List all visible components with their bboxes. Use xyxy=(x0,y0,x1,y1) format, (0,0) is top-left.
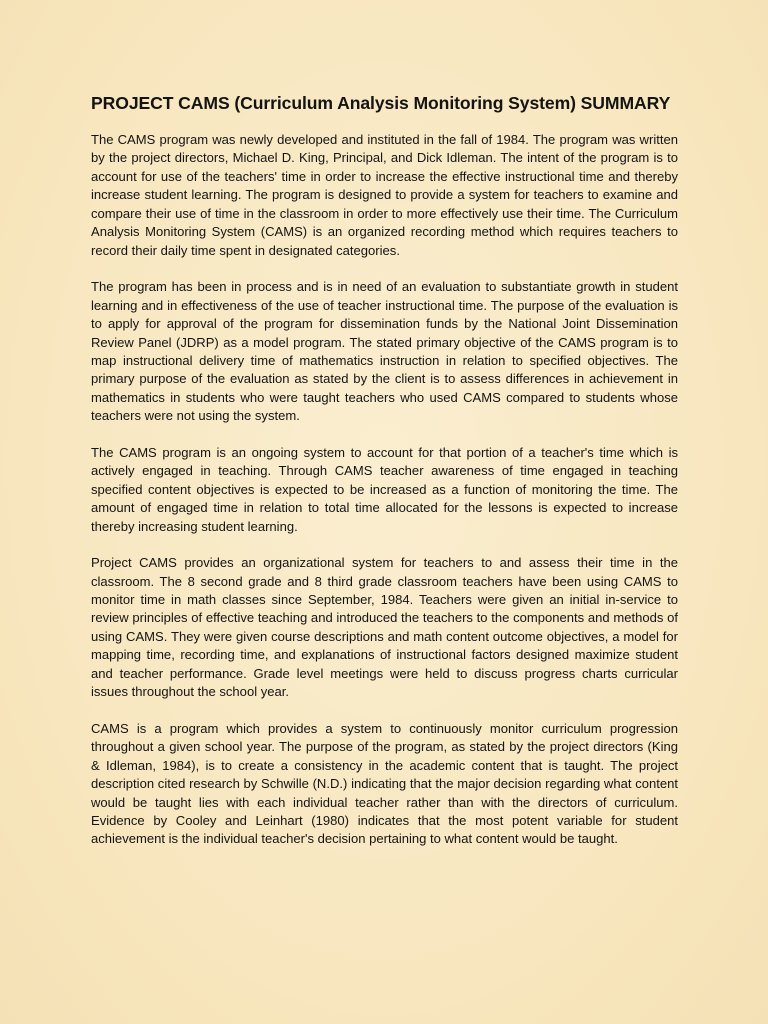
paragraph-curriculum-monitoring: CAMS is a program which provides a system to continuously monitor curriculum progression throughout a given school year. The purpose of the program, as stated by the project directors (King & Idleman, 1984), is to create a consistency in the academic content that is taught. The project description cited research by Schwille (N.D.) indicating that the major decision regarding what content would be taught lies with each individual teacher rather than with the directors of curriculum. Evidence by Cooley and Leinhart (1980) indicates that the most potent variable for student achievement is the individual teacher's decision pertaining to what content would be taught. xyxy=(91,720,678,847)
document-title: PROJECT CAMS (Curriculum Analysis Monitoring System) SUMMARY xyxy=(91,93,671,113)
paragraph-organizational-system: Project CAMS provides an organizational system for teachers to and assess their time in the classroom. The 8 second grade and 8 third grade classroom teachers have been using CAMS to monitor time in math classes since September, 1984. Teachers were given an initial in-service to review principles of effective teaching and introduced the teachers to the components and methods of using CAMS. They were given course descriptions and math content outcome objectives, a model for mapping time, recording time, and explanations of instructional factors designed maximize student and teacher performance. Grade level meetings were held to discuss progress charts curricular issues throughout the school year. xyxy=(91,555,678,700)
paragraph-engaged-time: The CAMS program is an ongoing system to account for that portion of a teacher's time which is actively engaged in teaching. Through CAMS teacher awareness of time engaged in teaching specified content objectives is expected to be increased as a function of monitoring the time. The amount of engaged time in relation to total time allocated for the lessons is expected to increase thereby increasing student learning. xyxy=(91,444,678,534)
paragraph-program-overview: The CAMS program was newly developed and instituted in the fall of 1984. The program was written by the project directors, Michael D. King, Principal, and Dick Idleman. The intent of the program is to account for use of the teachers' time in order to increase the effective instructional time and thereby increase student learning. The program is designed to provide a system for teachers to examine and compare their use of time in the classroom in order to more effectively use their time. The Curriculum Analysis Monitoring System (CAMS) is an organized recording method which requires teachers to record their daily time spent in designated categories. xyxy=(91,132,678,258)
paragraph-evaluation-purpose: The program has been in process and is in need of an evaluation to substantiate growth in student learning and in effectiveness of the use of teacher instructional time. The purpose of the evaluation is to apply for approval of the program for dissemination funds by the National Joint Dissemination Review Panel (JDRP) as a model program. The stated primary objective of the CAMS program is to map instructional delivery time of mathematics instruction in relation to specified objectives. The primary purpose of the evaluation as stated by the client is to assess differences in achievement in mathematics in students who were taught teachers who used CAMS compared to students whose teachers were not using the system. xyxy=(91,279,678,424)
